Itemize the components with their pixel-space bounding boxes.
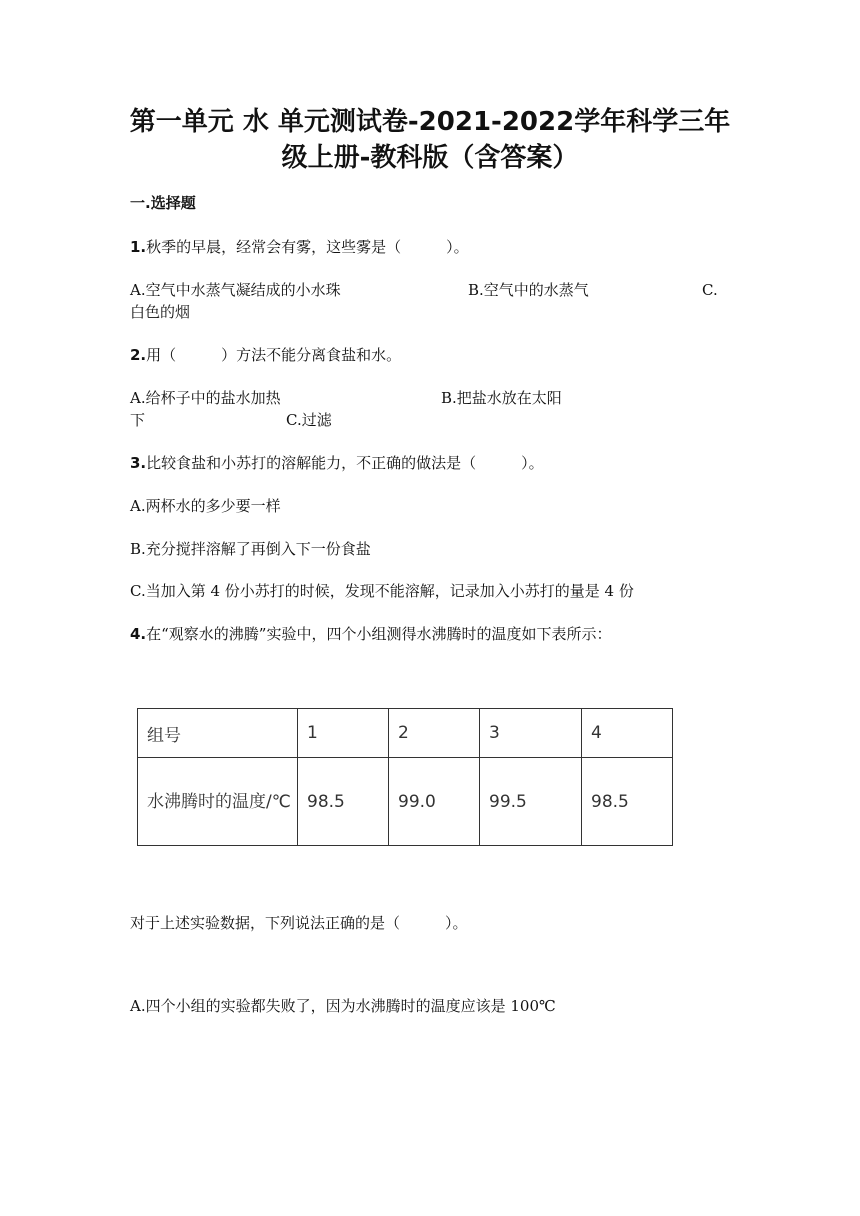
- question-1: [130, 236, 469, 258]
- question-number: 4.: [130, 625, 147, 643]
- q4-option-a: A.四个小组的实验都失败了，因为水沸腾时的温度应该是 100℃: [130, 997, 556, 1015]
- q2-option-b-tail: 下: [130, 411, 146, 429]
- q1-option-a: A.空气中水蒸气凝结成的小水珠: [130, 281, 341, 299]
- q1-option-c-tail: 白色的烟: [130, 303, 191, 321]
- q2-option-c: C.过滤: [286, 411, 332, 429]
- question-number: 3.: [130, 454, 147, 472]
- question-3: [130, 452, 544, 474]
- question-stem: 用（ ）方法不能分离食盐和水。: [146, 346, 402, 364]
- table-cell: 3: [480, 709, 582, 758]
- question-stem: 秋季的早晨，经常会有雾，这些雾是（ ）。: [146, 238, 469, 256]
- q1-option-b: B.空气中的水蒸气: [468, 281, 589, 299]
- table-cell: 99.5: [480, 758, 582, 846]
- question-4: [130, 623, 611, 645]
- table-cell: 1: [298, 709, 389, 758]
- boiling-temperature-table: [137, 708, 673, 846]
- table-cell: 2: [389, 709, 480, 758]
- question-number: 1.: [130, 238, 147, 256]
- q3-option-b: B.充分搅拌溶解了再倒入下一份食盐: [130, 540, 371, 558]
- q4-followup: 对于上述实验数据，下列说法正确的是（ ）。: [130, 914, 468, 932]
- table-cell: 组号: [138, 709, 298, 758]
- title-line-1: 第一单元 水 单元测试卷-2021-2022学年科学三年: [129, 107, 731, 137]
- q3-option-c: C.当加入第 4 份小苏打的时候，发现不能溶解，记录加入小苏打的量是 4 份: [130, 582, 634, 600]
- q1-option-c-head: C.: [702, 281, 718, 299]
- section-heading: 一.选择题: [130, 194, 196, 212]
- table-cell: 98.5: [298, 758, 389, 846]
- q2-option-b-head: B.把盐水放在太阳: [441, 389, 562, 407]
- table-cell: 98.5: [582, 758, 673, 846]
- table-header-row: [138, 709, 673, 758]
- question-number: 2.: [130, 346, 147, 364]
- table-row-label: 水沸腾时的温度/℃: [138, 758, 298, 846]
- question-stem: 在“观察水的沸腾”实验中，四个小组测得水沸腾时的温度如下表所示：: [146, 625, 612, 643]
- question-stem: 比较食盐和小苏打的溶解能力，不正确的做法是（ ）。: [146, 454, 544, 472]
- table-cell: 99.0: [389, 758, 480, 846]
- document-title: [0, 104, 860, 176]
- question-2: [130, 344, 401, 366]
- table-cell: 4: [582, 709, 673, 758]
- title-line-2: 级上册-教科版（含答案）: [281, 143, 579, 173]
- q2-option-a: A.给杯子中的盐水加热: [130, 389, 281, 407]
- q3-option-a: A.两杯水的多少要一样: [130, 497, 281, 515]
- table-row: [138, 758, 673, 846]
